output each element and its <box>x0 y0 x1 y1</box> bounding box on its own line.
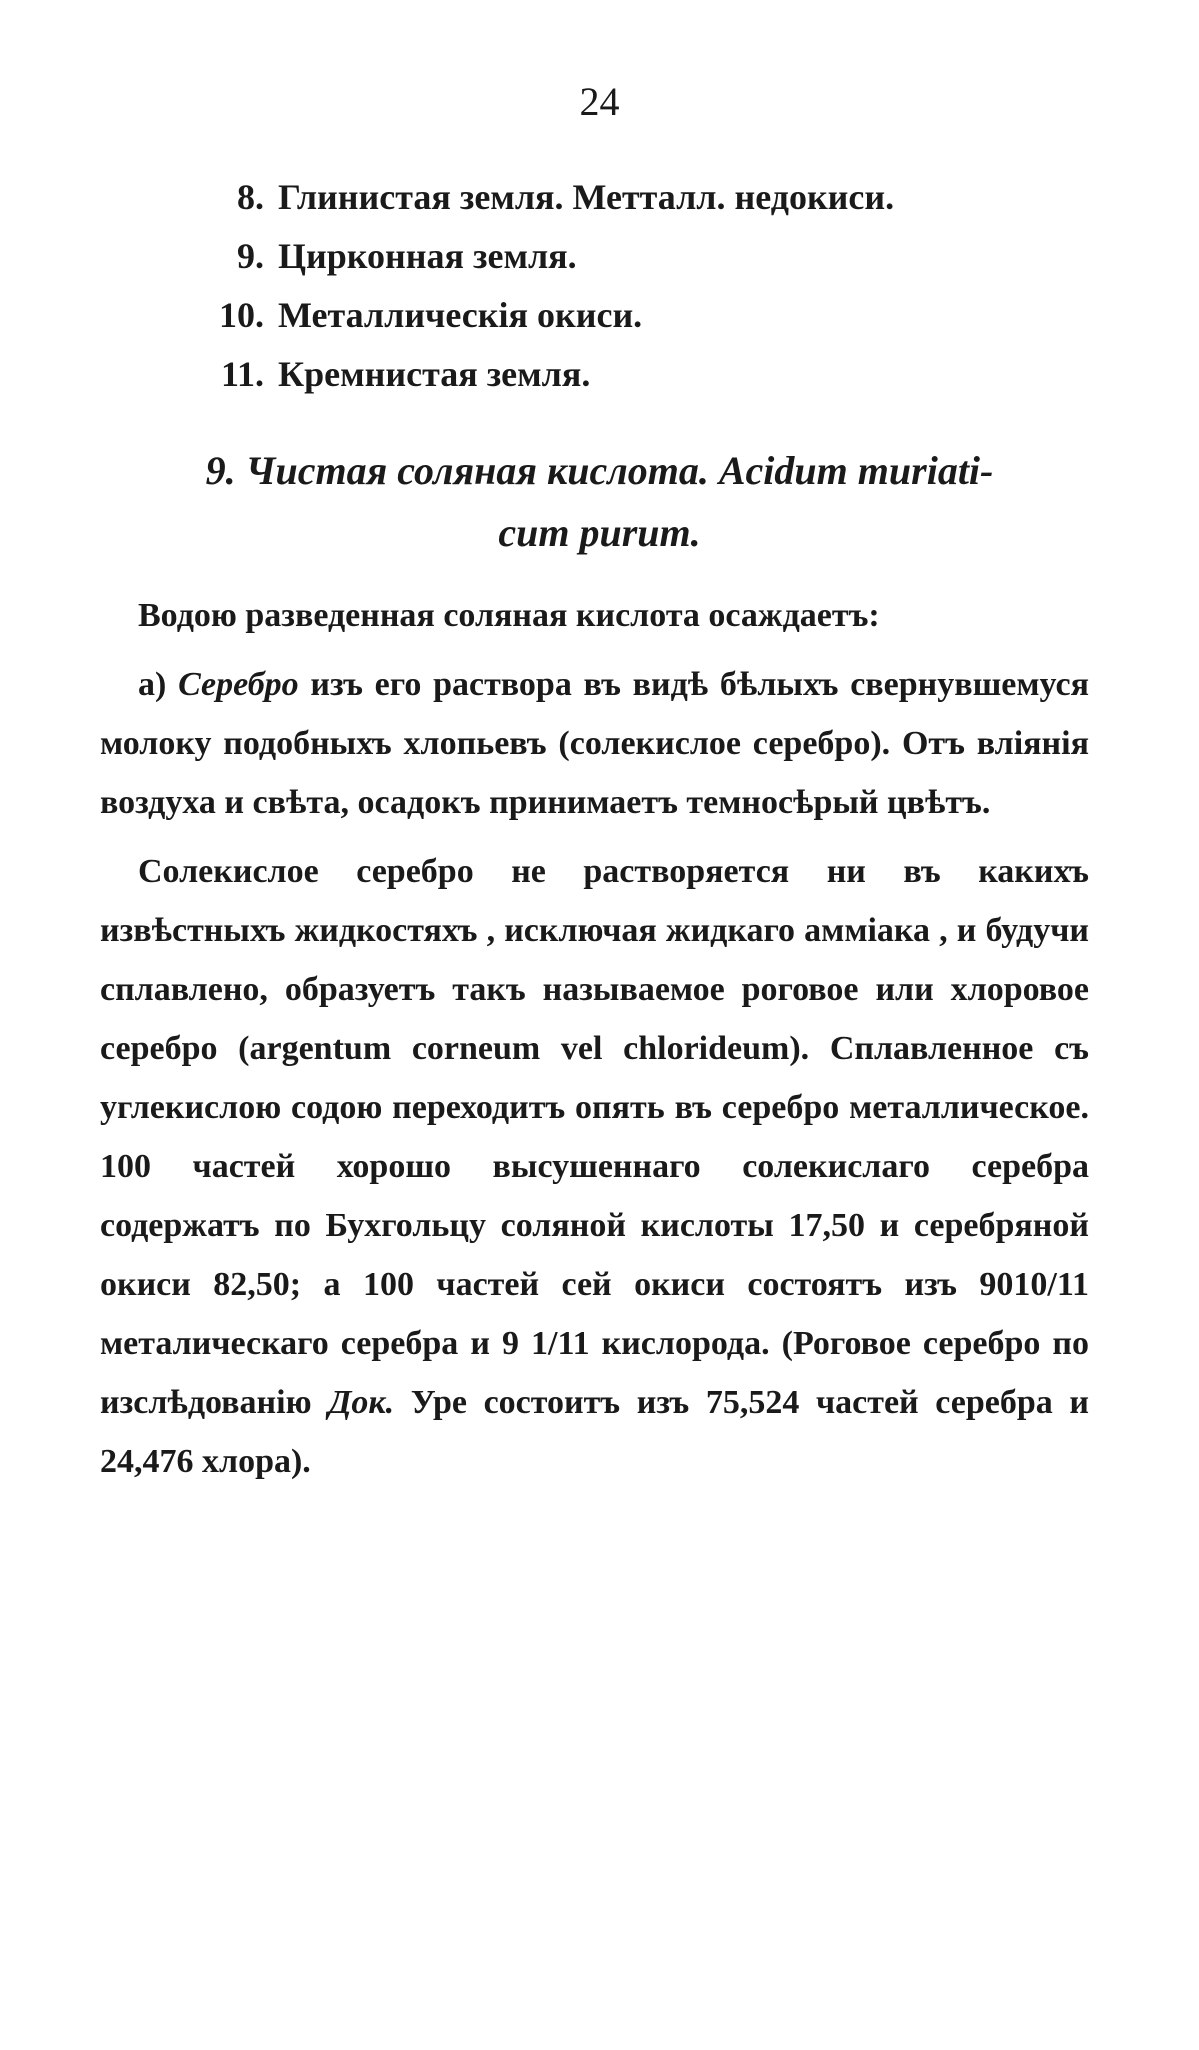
silver-chloride-paragraph <box>100 842 1089 1491</box>
section-heading-line: cum purum. <box>498 510 701 555</box>
paragraph-text-3: кислорода. (Роговое серебро по изслѣдованію <box>100 1325 1089 1421</box>
paragraph-text-2: металическаго серебра и 9 <box>100 1325 531 1362</box>
list-item-number: 11. <box>220 354 264 394</box>
paragraph-text-1: Солекислое серебро не растворяется ни въ какихъ извѣстныхъ жидкостяхъ , исключая жидкаго амміака , и будучи сплавлено, образуетъ такъ называемое роговое или хлоровое серебро (argentum corneum vel chlorideum). Сплавленное съ углекислою содою переходитъ опять въ серебро металлическое. 100 частей хорошо высушеннаго солекислаго серебра содержатъ по Бухгольцу соляной кислоты 17,50 и серебряной окиси 82,50; а 100 частей сей окиси состоятъ изъ 90 <box>100 853 1089 1303</box>
list-item-text: Глинистая земля. Метталл. недокиси. <box>278 177 895 217</box>
section-heading-line: 9. Чистая соляная кислота. Acidum muriati- <box>205 448 994 493</box>
list-item-text: Кремнистая земля. <box>278 354 591 394</box>
item-a-paragraph <box>100 655 1089 832</box>
list-item <box>188 227 1089 286</box>
fraction-ten-elevenths: 10/11 <box>1013 1266 1089 1303</box>
list-item-number: 8. <box>237 177 264 217</box>
list-item-text: Цирконная земля. <box>278 236 577 276</box>
item-a-term: Серебро <box>178 666 299 703</box>
list-item-number: 10. <box>219 295 264 335</box>
paragraph-text-4: Уре состоитъ изъ 75,524 частей серебра и 24,476 хлора). <box>100 1384 1089 1480</box>
list-item-number: 9. <box>237 236 264 276</box>
earths-list <box>188 168 1089 404</box>
item-a-text: изъ его раствора въ видѣ бѣлыхъ свернувшемуся молоку подобныхъ хлопьевъ (солекислое серебро). Отъ вліянія воздуха и свѣта, осадокъ принимаетъ темносѣрый цвѣтъ. <box>100 666 1089 821</box>
intro-paragraph: Водою разведенная соляная кислота осаждаетъ: <box>138 597 880 634</box>
list-item-text: Металлическія окиси. <box>278 295 643 335</box>
item-a-prefix: а) <box>138 666 179 703</box>
list-item <box>188 168 1089 227</box>
list-item <box>188 345 1089 404</box>
section-heading <box>100 440 1099 564</box>
author-abbreviation: Док. <box>328 1384 395 1421</box>
fraction-one-eleventh: 1/11 <box>531 1325 590 1362</box>
body-text <box>100 586 1089 1491</box>
list-item <box>188 286 1089 345</box>
page-number: 24 <box>579 79 620 124</box>
